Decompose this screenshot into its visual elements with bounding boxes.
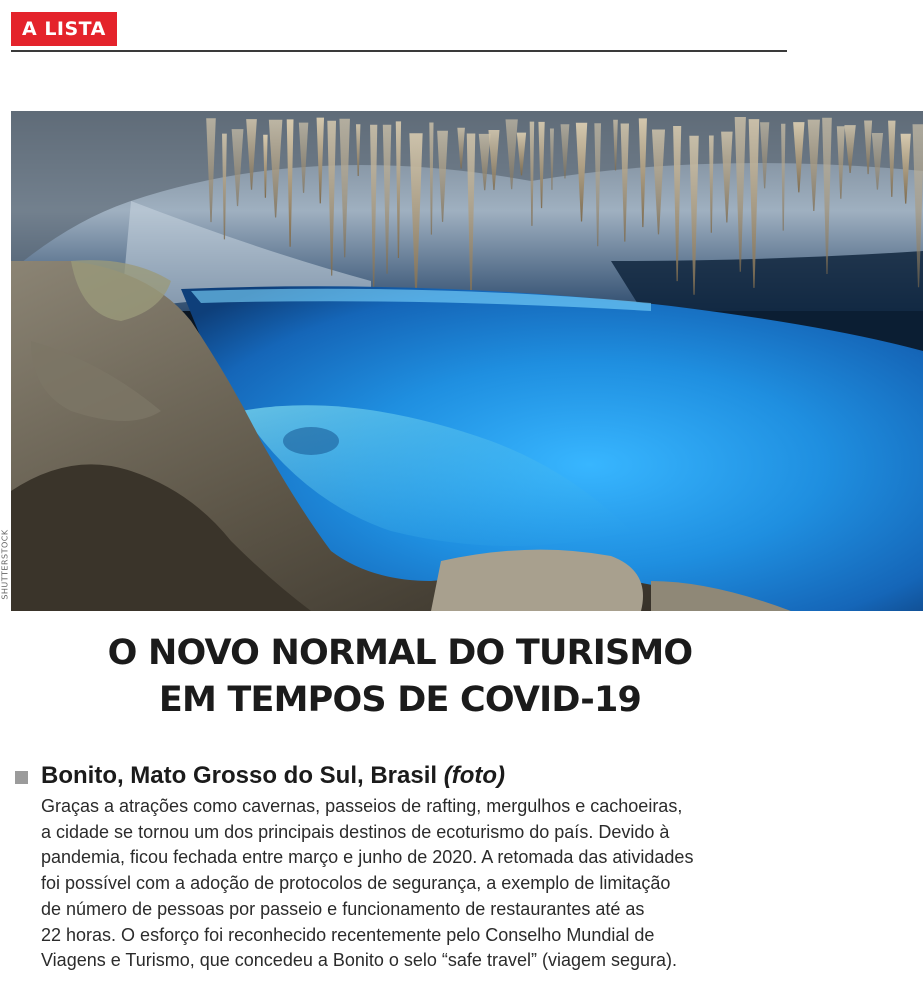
headline-line-1: O NOVO NORMAL DO TURISMO xyxy=(107,633,693,673)
photo-credit: SHUTTERSTOCK xyxy=(0,529,10,600)
body-line: pandemia, ficou fechada entre março e junho de 2020. A retomada das atividades xyxy=(41,847,694,868)
headline xyxy=(0,630,800,724)
entry-body xyxy=(41,794,811,974)
body-line: foi possível com a adoção de protocolos de segurança, a exemplo de limitação xyxy=(41,873,671,894)
headline-line-2: EM TEMPOS DE COVID-19 xyxy=(158,680,642,720)
entry-title-text: Bonito, Mato Grosso do Sul, Brasil xyxy=(41,762,438,789)
body-line: Graças a atrações como cavernas, passeios de rafting, mergulhos e cachoeiras, xyxy=(41,796,683,816)
bullet-square-icon xyxy=(15,771,28,784)
cave-lake-photo xyxy=(11,111,923,611)
top-divider xyxy=(11,50,787,52)
body-line: a cidade se tornou um dos principais destinos de ecoturismo do país. Devido à xyxy=(41,821,670,842)
body-line: Viagens e Turismo, que concedeu a Bonito o selo “safe travel” (viagem segura). xyxy=(41,950,678,971)
section-tag: A LISTA xyxy=(11,12,117,46)
entry-title-note: (foto) xyxy=(443,762,505,789)
body-line: de número de pessoas por passeio e funcionamento de restaurantes até as xyxy=(41,898,645,919)
body-line: 22 horas. O esforço foi reconhecido recentemente pelo Conselho Mundial de xyxy=(41,924,655,945)
entry-title xyxy=(41,760,505,792)
